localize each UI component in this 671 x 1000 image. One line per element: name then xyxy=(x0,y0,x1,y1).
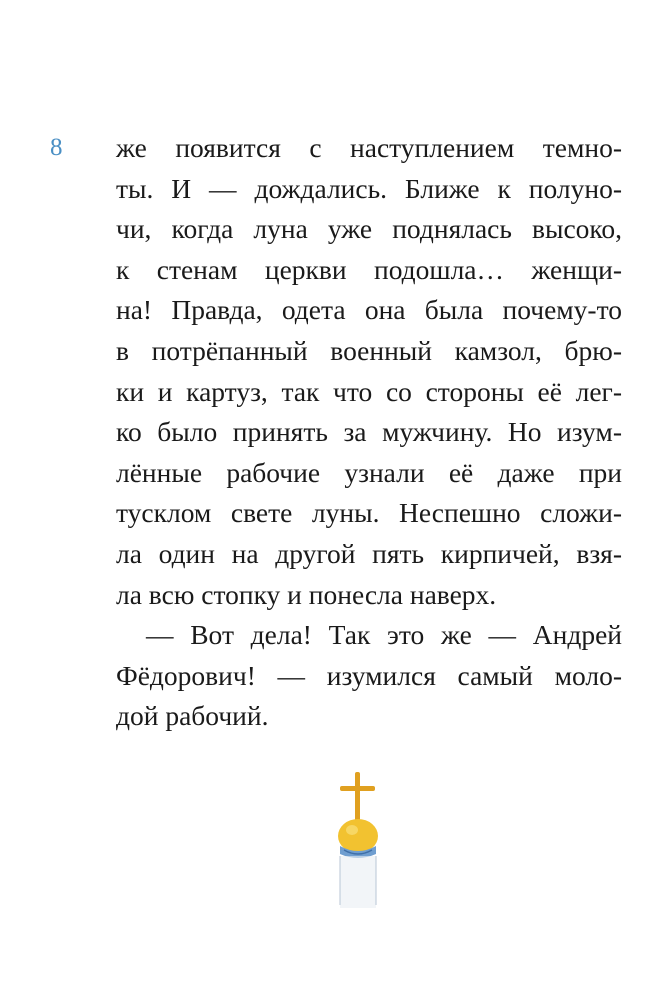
text-line: тусклом свете луны. Неспешно сложи- xyxy=(116,497,622,529)
body-text xyxy=(116,128,622,737)
text-line: ла один на другой пять кирпичей, взя- xyxy=(116,537,622,569)
text-line: ты. И — дождались. Ближе к полуно- xyxy=(116,172,622,204)
text-line: — Вот дела! Так это же — Андрей xyxy=(146,619,622,651)
page-number: 8 xyxy=(50,134,63,161)
text-line: ко было принять за мужчину. Но изум- xyxy=(116,416,622,448)
text-line: же появится с наступлением темно- xyxy=(116,132,622,163)
text-line: на! Правда, одета она была почему-то xyxy=(116,294,622,326)
text-line: чи, когда луна уже поднялась высоко, xyxy=(116,213,622,245)
text-line: в потрёпанный военный камзол, брю- xyxy=(116,334,622,366)
church-dome-with-cross-icon xyxy=(318,770,398,910)
text-line: лённые рабочие узнали её даже при xyxy=(116,456,622,488)
text-line: Фёдорович! — изумился самый моло- xyxy=(116,659,622,691)
text-line: ла всю стопку и понесла наверх. xyxy=(116,578,497,610)
text-line: дой рабочий. xyxy=(116,700,269,732)
text-line: ки и картуз, так что со стороны её лег- xyxy=(116,375,622,407)
text-line: к стенам церкви подошла… женщи- xyxy=(116,253,622,285)
